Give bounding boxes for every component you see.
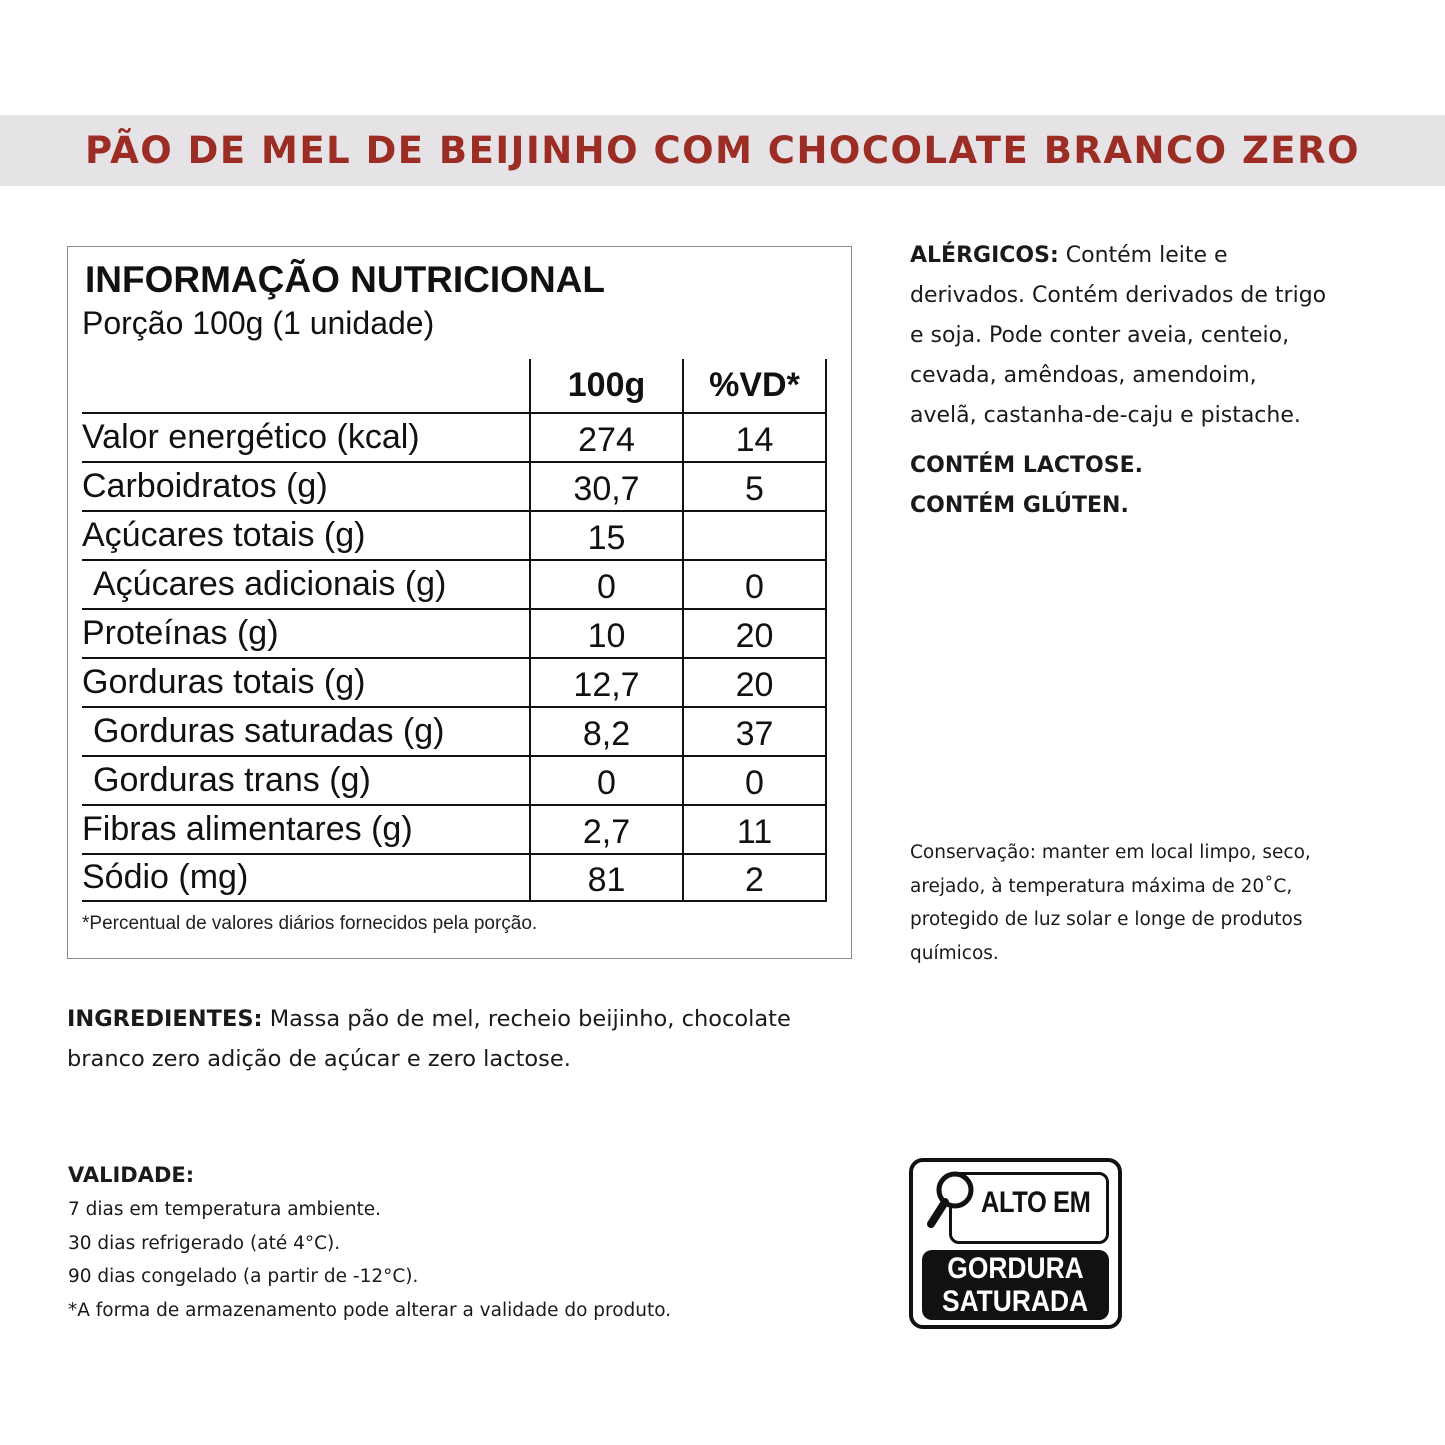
validity-line: 30 dias refrigerado (até 4°C). — [68, 1232, 341, 1254]
ingredients-section — [67, 999, 827, 1079]
nutrient-value: 15 — [529, 512, 682, 559]
table-row — [82, 706, 827, 755]
ingredients-label: INGREDIENTES: — [67, 1006, 263, 1032]
nutrient-label: Gorduras saturadas (g) — [93, 712, 445, 750]
nutrient-value: 81 — [529, 855, 682, 900]
validity-line: 90 dias congelado (a partir de -12°C). — [68, 1266, 419, 1287]
table-row — [82, 657, 827, 706]
table-row — [82, 461, 827, 510]
nutrition-facts-box — [67, 246, 852, 959]
nutrient-vd: 11 — [682, 806, 827, 853]
nutrient-label: Valor energético (kcal) — [82, 418, 420, 456]
allergens-paragraph — [910, 236, 1330, 436]
table-row — [82, 510, 827, 559]
nutrient-vd — [682, 512, 827, 559]
column-header-nutrient — [82, 359, 529, 412]
gluten-warning: CONTÉM GLÚTEN. — [910, 493, 1129, 518]
seal-line-1: GORDURA — [947, 1252, 1084, 1285]
nutrient-vd: 5 — [682, 463, 827, 510]
validity-line: *A forma de armazenamento pode alterar a validade do produto. — [68, 1299, 672, 1321]
table-row — [82, 608, 827, 657]
nutrient-label: Gorduras trans (g) — [93, 761, 371, 799]
nutrient-value: 0 — [529, 561, 682, 608]
table-header-row — [82, 359, 827, 412]
nutrient-vd: 2 — [682, 855, 827, 900]
lactose-warning: CONTÉM LACTOSE. — [910, 453, 1143, 478]
table-row — [82, 755, 827, 804]
nutrient-label: Açúcares adicionais (g) — [93, 565, 447, 603]
validity-section — [68, 1157, 828, 1327]
product-title: PÃO DE MEL DE BEIJINHO COM CHOCOLATE BRANCO ZERO — [84, 129, 1361, 172]
validity-line: 7 dias em temperatura ambiente. — [68, 1199, 382, 1220]
nutrient-value: 8,2 — [529, 708, 682, 755]
nutrient-label: Açúcares totais (g) — [82, 516, 366, 554]
column-header-vd: %VD* — [682, 359, 827, 412]
column-header-100g: 100g — [529, 359, 682, 412]
table-row — [82, 853, 827, 902]
nutrient-value: 2,7 — [529, 806, 682, 853]
ingredients-text: Massa pão de mel, recheio beijinho, chocolate branco zero adição de açúcar e zero lactose. — [67, 1006, 791, 1072]
nutrient-label: Fibras alimentares (g) — [82, 810, 413, 848]
nutrient-vd: 37 — [682, 708, 827, 755]
magnifier-icon — [925, 1168, 985, 1246]
table-row — [82, 412, 827, 461]
nutrient-label: Gorduras totais (g) — [82, 663, 366, 701]
nutrient-value: 12,7 — [529, 659, 682, 706]
seal-line-2: SATURADA — [942, 1285, 1089, 1318]
validity-label: VALIDADE: — [68, 1163, 195, 1187]
allergens-text: Contém leite e derivados. Contém derivados de trigo e soja. Pode conter aveia, centeio, cevada, amêndoas, amendoim, avelã, castanha-de-caju e pistache. — [910, 243, 1327, 428]
nutrient-label: Proteínas (g) — [82, 614, 279, 652]
portion-size: Porção 100g (1 unidade) — [82, 305, 435, 341]
nutrient-value: 0 — [529, 757, 682, 804]
nutrition-title: INFORMAÇÃO NUTRICIONAL — [85, 259, 606, 300]
table-row — [82, 804, 827, 853]
nutrient-vd: 14 — [682, 414, 827, 461]
conservation-text: Conservação: manter em local limpo, seco, arejado, à temperatura máxima de 20˚C, protegido de luz solar e longe de produtos químicos. — [910, 842, 1311, 964]
seal-top-text: ALTO EM — [981, 1186, 1091, 1219]
nutrient-label: Sódio (mg) — [82, 858, 249, 896]
nutrient-value: 10 — [529, 610, 682, 657]
allergens-label: ALÉRGICOS: — [910, 243, 1059, 268]
nutrient-vd: 20 — [682, 659, 827, 706]
table-row — [82, 559, 827, 608]
nutrient-vd: 20 — [682, 610, 827, 657]
allergens-section — [910, 236, 1330, 526]
nutrient-value: 274 — [529, 414, 682, 461]
vd-footnote: *Percentual de valores diários fornecidos pela porção. — [82, 913, 538, 934]
seal-bottom-box — [922, 1250, 1109, 1320]
title-bar — [0, 115, 1445, 186]
nutrient-value: 30,7 — [529, 463, 682, 510]
nutrient-vd: 0 — [682, 757, 827, 804]
nutrient-vd: 0 — [682, 561, 827, 608]
nutrient-label: Carboidratos (g) — [82, 467, 328, 505]
nutrition-table — [82, 359, 827, 902]
high-saturated-fat-seal — [909, 1158, 1122, 1329]
